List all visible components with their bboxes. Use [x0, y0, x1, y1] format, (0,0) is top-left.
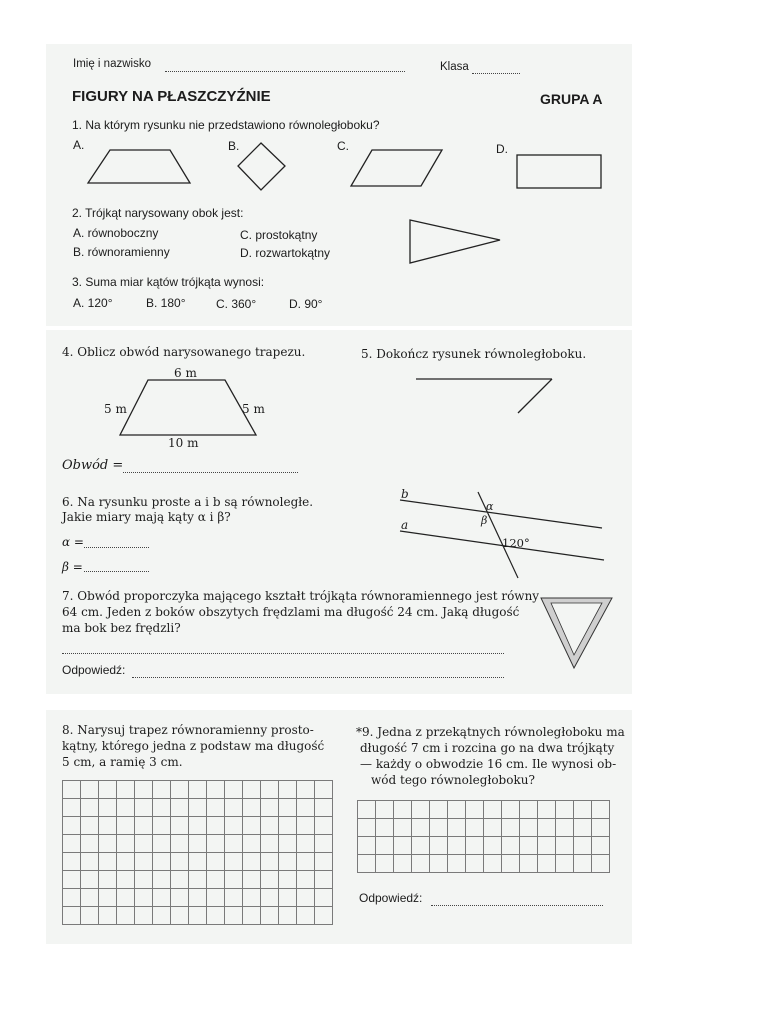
- q1-text: 1. Na którym rysunku nie przedstawiono równoległoboku?: [72, 118, 380, 132]
- q3-option-a: A. 120°: [73, 296, 113, 310]
- q9-line1: *9. Jedna z przekątnych równoległoboku ma: [356, 725, 625, 739]
- q8-line1: 8. Narysuj trapez równoramienny prosto-: [62, 723, 314, 737]
- beta-label: β =: [62, 560, 83, 574]
- q2-option-b: B. równoramienny: [73, 245, 170, 259]
- q6-line2: Jakie miary mają kąty α i β?: [62, 510, 231, 524]
- group-label: GRUPA A: [540, 91, 603, 107]
- q6-line1: 6. Na rysunku proste a i b są równoległe.: [62, 495, 314, 509]
- q9-line3: — każdy o obwodzie 16 cm. Ile wynosi ob-: [360, 757, 617, 771]
- q8-line2: kątny, którego jedna z podstaw ma długość: [62, 739, 325, 753]
- q9-drawing-grid[interactable]: [357, 800, 610, 873]
- q9-answer-field[interactable]: [431, 905, 603, 906]
- q9-line2: długość 7 cm i rozcina go na dwa trójkąty: [360, 741, 615, 755]
- name-label: Imię i nazwisko: [73, 58, 151, 70]
- q9-line4: wód tego równoległoboku?: [371, 773, 535, 787]
- q8-drawing-grid[interactable]: [62, 780, 333, 925]
- q4-text: 4. Oblicz obwód narysowanego trapezu.: [62, 345, 306, 359]
- q3-option-d: D. 90°: [289, 297, 323, 311]
- q8-line3: 5 cm, a ramię 3 cm.: [62, 755, 183, 769]
- q1-option-d: D.: [496, 142, 508, 156]
- q9-answer-label: Odpowiedź:: [359, 891, 423, 905]
- q3-text: 3. Suma miar kątów trójkąta wynosi:: [72, 275, 265, 289]
- q4-answer-label: Obwód =: [62, 458, 124, 473]
- trapezoid-bottom-label: 10 m: [168, 436, 199, 450]
- q7-line1: 7. Obwód proporczyka mającego kształt trójkąta równoramiennego jest równy: [62, 589, 540, 603]
- trapezoid-left-label: 5 m: [104, 402, 127, 416]
- angle-alpha-label: α: [486, 500, 494, 513]
- q2-option-c: C. prostokątny: [240, 228, 318, 242]
- q7-line3: ma bok bez frędzli?: [62, 621, 181, 635]
- q3-option-b: B. 180°: [146, 296, 186, 310]
- q2-option-d: D. rozwartokątny: [240, 246, 331, 260]
- q1-option-c: C.: [337, 139, 349, 153]
- alpha-label: α =: [62, 535, 84, 549]
- line-a-label: a: [401, 518, 409, 532]
- q7-line2: 64 cm. Jeden z boków obszytych frędzlami ma długość 24 cm. Jaką długość: [62, 605, 520, 619]
- angle-beta-label: β: [481, 514, 488, 527]
- line-b-label: b: [401, 487, 409, 501]
- trapezoid-top-label: 6 m: [174, 366, 197, 380]
- class-label: Klasa: [440, 61, 469, 73]
- page-title: FIGURY NA PŁASZCZYŹNIE: [72, 88, 271, 105]
- q5-text: 5. Dokończ rysunek równoległoboku.: [361, 347, 587, 361]
- q3-option-c: C. 360°: [216, 297, 257, 311]
- q1-option-b: B.: [228, 139, 240, 153]
- trapezoid-right-label: 5 m: [242, 402, 265, 416]
- q1-option-a: A.: [73, 138, 85, 152]
- q2-option-a: A. równoboczny: [73, 226, 159, 240]
- q2-text: 2. Trójkąt narysowany obok jest:: [72, 206, 244, 220]
- q7-answer-label: Odpowiedź:: [62, 663, 126, 677]
- angle-120-label: 120°: [502, 536, 530, 550]
